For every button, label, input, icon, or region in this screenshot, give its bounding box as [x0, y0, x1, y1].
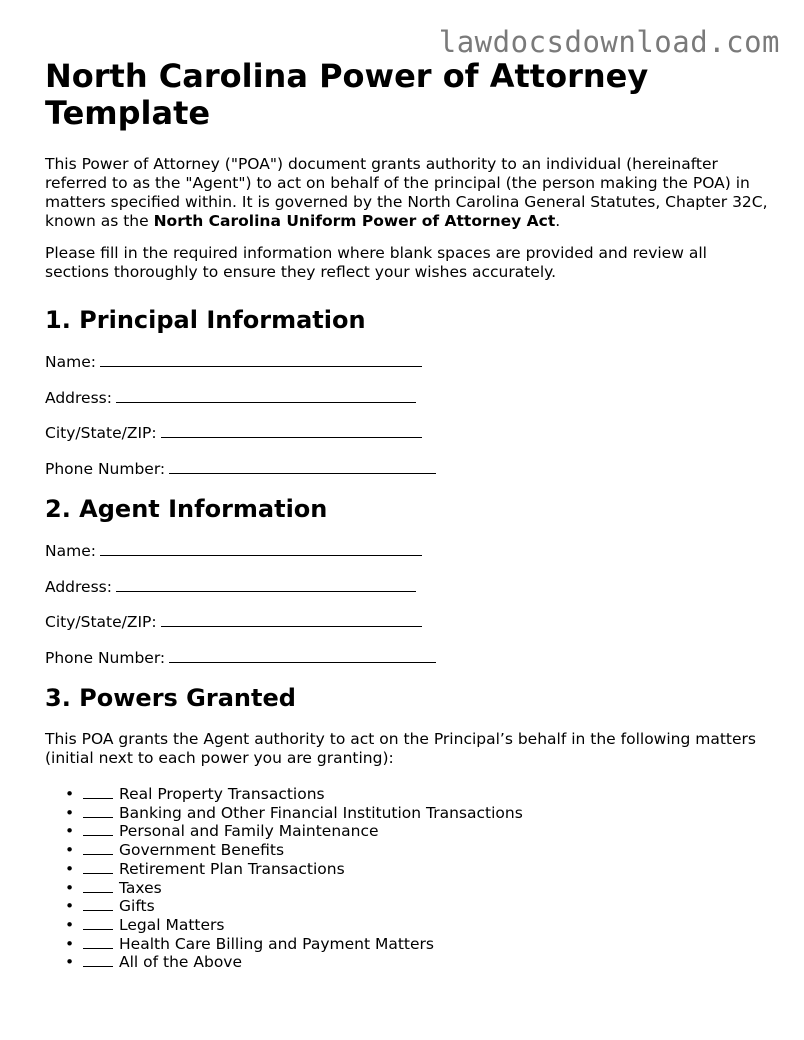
agent-city-label: City/State/ZIP:: [45, 613, 157, 631]
powers-list: [45, 785, 775, 972]
initial-blank[interactable]: [83, 841, 113, 855]
power-item: [65, 897, 775, 916]
initial-blank[interactable]: [83, 785, 113, 799]
initial-blank[interactable]: [83, 916, 113, 930]
intro-paragraph-2: Please fill in the required information where blank spaces are provided and review all sections thoroughly to ensure they reflect your wishes accurately.: [45, 244, 707, 281]
intro-text: This Power of Attorney ("POA") document grants authority to an individual (hereinafter referred to as the "Agent") to act on behalf of the principal (the person making the POA) in matters specified within. It is governed by the North Carolina General Statutes, Chapter 32C, known as the: [45, 155, 768, 230]
powers-heading: 3. Powers Granted: [45, 684, 296, 712]
principal-city-field: [45, 423, 775, 443]
principal-phone-field: [45, 459, 775, 479]
initial-blank[interactable]: [83, 897, 113, 911]
principal-phone-blank[interactable]: [169, 459, 436, 474]
agent-address-field: [45, 577, 775, 597]
initial-blank[interactable]: [83, 822, 113, 836]
agent-city-blank[interactable]: [161, 612, 422, 627]
power-item: [65, 785, 775, 804]
bullet-icon: •: [65, 785, 75, 803]
principal-city-blank[interactable]: [161, 423, 422, 438]
principal-name-field: [45, 352, 775, 372]
act-name: North Carolina Uniform Power of Attorney Act: [153, 212, 556, 230]
principal-address-field: [45, 388, 775, 408]
bullet-icon: •: [65, 878, 75, 897]
principal-name-blank[interactable]: [100, 352, 422, 367]
principal-phone-label: Phone Number:: [45, 459, 166, 478]
power-label: Government Benefits: [119, 841, 285, 860]
power-item: [65, 935, 775, 954]
agent-address-label: Address:: [45, 577, 112, 596]
bullet-icon: •: [65, 841, 75, 860]
power-label: Personal and Family Maintenance: [119, 822, 379, 841]
initial-blank[interactable]: [83, 953, 113, 967]
agent-heading: 2. Agent Information: [45, 495, 328, 523]
agent-address-blank[interactable]: [116, 577, 416, 592]
principal-section: [45, 305, 775, 479]
document-page: [45, 58, 775, 972]
power-item: [65, 822, 775, 841]
intro-paragraph-1: [45, 155, 775, 231]
principal-heading: 1. Principal Information: [45, 306, 366, 334]
page-title: North Carolina Power of Attorney Template: [45, 57, 649, 132]
power-label: All of the Above: [119, 953, 243, 972]
initial-blank[interactable]: [83, 879, 113, 893]
bullet-icon: •: [65, 953, 75, 972]
initial-blank[interactable]: [83, 860, 113, 874]
principal-city-label: City/State/ZIP:: [45, 424, 157, 442]
agent-phone-field: [45, 648, 775, 668]
agent-name-blank[interactable]: [100, 541, 422, 556]
bullet-icon: •: [65, 934, 75, 953]
agent-section: [45, 494, 775, 668]
agent-phone-blank[interactable]: [169, 648, 436, 663]
power-label: Taxes: [119, 878, 162, 897]
power-item: [65, 860, 775, 879]
power-item: [65, 879, 775, 898]
power-label: Retirement Plan Transactions: [119, 859, 345, 878]
bullet-icon: •: [65, 897, 75, 916]
powers-intro: This POA grants the Agent authority to act on the Principal’s behalf in the following matters (initial next to each power you are granting):: [45, 730, 756, 767]
agent-city-field: [45, 612, 775, 632]
power-item: [65, 841, 775, 860]
bullet-icon: •: [65, 859, 75, 878]
power-item: [65, 804, 775, 823]
power-label: Real Property Transactions: [119, 785, 325, 803]
power-label: Legal Matters: [119, 915, 225, 934]
initial-blank[interactable]: [83, 804, 113, 818]
principal-address-label: Address:: [45, 388, 112, 407]
bullet-icon: •: [65, 915, 75, 934]
intro-period: .: [555, 212, 561, 230]
power-item: [65, 916, 775, 935]
power-label: Gifts: [119, 897, 155, 916]
bullet-icon: •: [65, 803, 75, 822]
initial-blank[interactable]: [83, 935, 113, 949]
power-item: [65, 953, 775, 972]
powers-section: [45, 683, 775, 972]
watermark: lawdocsdownload.com: [438, 25, 780, 59]
power-label: Health Care Billing and Payment Matters: [119, 934, 434, 953]
bullet-icon: •: [65, 822, 75, 841]
principal-name-label: Name:: [45, 353, 96, 371]
power-label: Banking and Other Financial Institution Transactions: [119, 803, 523, 822]
agent-phone-label: Phone Number:: [45, 648, 166, 667]
principal-address-blank[interactable]: [116, 388, 416, 403]
agent-name-field: [45, 541, 775, 561]
agent-name-label: Name:: [45, 542, 96, 560]
